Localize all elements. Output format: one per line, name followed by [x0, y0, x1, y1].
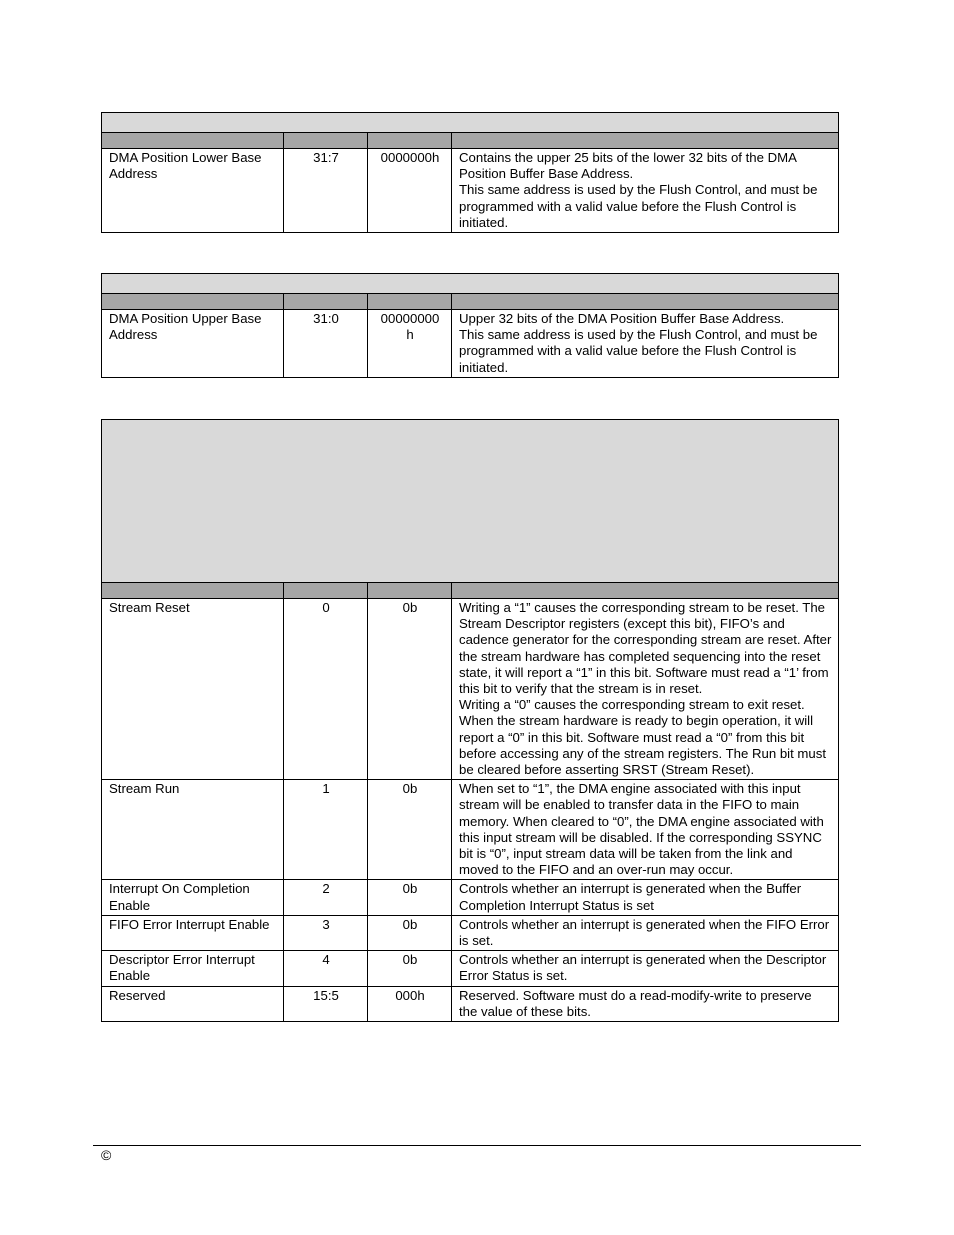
description-cell	[452, 986, 839, 1021]
description-paragraph: Controls whether an interrupt is generated when the FIFO Error is set.	[459, 916, 830, 949]
bits-cell: 1	[284, 780, 368, 880]
field-name-cell: DMA Position Lower Base Address	[102, 149, 284, 233]
description-cell	[452, 310, 839, 378]
footer-rule	[93, 1145, 861, 1146]
description-cell	[452, 149, 839, 233]
description-paragraph: Writing a “0” causes the corresponding stream to exit reset. When the stream hardware is ready to begin operation, it will report a “0” in this bit. Software must read a “0” from this bit before accessing any of the stream registers. The Run bit must be cleared before asserting SRST (Stream Reset).	[459, 697, 826, 778]
default-cell: 000h	[368, 986, 452, 1021]
field-name-cell: Stream Reset	[102, 599, 284, 780]
register-table-dma-position-upper	[101, 273, 839, 378]
default-cell: 0b	[368, 915, 452, 950]
table-row	[102, 986, 839, 1021]
bits-cell: 31:0	[284, 310, 368, 378]
field-name-cell: Descriptor Error Interrupt Enable	[102, 951, 284, 986]
description-cell	[452, 880, 839, 915]
table-row	[102, 599, 839, 780]
description-paragraph: Upper 32 bits of the DMA Position Buffer Base Address.	[459, 311, 785, 326]
table-row	[102, 149, 839, 233]
description-paragraph: Controls whether an interrupt is generated when the Descriptor Error Status is set.	[459, 952, 827, 984]
description-paragraph: Controls whether an interrupt is generated when the Buffer Completion Interrupt Status is set	[459, 881, 802, 913]
table-row	[102, 780, 839, 880]
default-cell: 0b	[368, 951, 452, 986]
bits-cell: 15:5	[284, 986, 368, 1021]
description-paragraph: This same address is used by the Flush Control, and must be programmed with a valid value before the Flush Control is initiated.	[459, 327, 818, 375]
field-name-cell: Stream Run	[102, 780, 284, 880]
bits-cell: 4	[284, 951, 368, 986]
copyright-symbol: ©	[101, 1147, 112, 1163]
table-row	[102, 880, 839, 915]
default-cell: 0b	[368, 599, 452, 780]
description-paragraph: When set to “1”, the DMA engine associated with this input stream will be enabled to transfer data in the FIFO to main memory. When cleared to “0”, the DMA engine associated with this input stream will be disabled. If the corresponding SSYNC bit is “0”, input stream data will be taken from the link and moved to the FIFO and an over-run may occur.	[459, 781, 824, 878]
table-title-band	[102, 113, 839, 133]
table-row	[102, 310, 839, 378]
table-title-band	[102, 420, 839, 583]
table-header-row	[102, 133, 839, 149]
default-cell: 0000000h	[368, 149, 452, 233]
table-header-row	[102, 583, 839, 599]
default-cell: 0b	[368, 880, 452, 915]
field-name-cell: DMA Position Upper Base Address	[102, 310, 284, 378]
bits-cell: 2	[284, 880, 368, 915]
register-table-dma-position-lower	[101, 112, 839, 233]
table-row	[102, 951, 839, 986]
description-paragraph: Writing a “1” causes the corresponding stream to be reset. The Stream Descriptor registers (except this bit), FIFO’s and cadence generator for the corresponding stream are reset. After the stream hardware has completed sequencing into the reset state, it will report a “1” in this bit. Software must read a “1’ from this bit to verify that the stream is in reset.	[459, 600, 832, 697]
bits-cell: 3	[284, 915, 368, 950]
field-name-cell: Interrupt On Completion Enable	[102, 880, 284, 915]
description-cell	[452, 915, 839, 950]
description-cell	[452, 951, 839, 986]
description-cell	[452, 780, 839, 880]
description-cell	[452, 599, 839, 780]
field-name-cell: FIFO Error Interrupt Enable	[102, 915, 284, 950]
bits-cell: 31:7	[284, 149, 368, 233]
bits-cell: 0	[284, 599, 368, 780]
field-name-cell: Reserved	[102, 986, 284, 1021]
table-header-row	[102, 294, 839, 310]
table-row	[102, 915, 839, 950]
register-table-stream-control	[101, 419, 839, 1022]
default-cell: 00000000 h	[368, 310, 452, 378]
default-cell: 0b	[368, 780, 452, 880]
description-paragraph: This same address is used by the Flush Control, and must be programmed with a valid value before the Flush Control is initiated.	[459, 182, 818, 230]
table-title-band	[102, 274, 839, 294]
description-paragraph: Reserved. Software must do a read-modify-write to preserve the value of these bits.	[459, 987, 812, 1019]
description-paragraph: Contains the upper 25 bits of the lower 32 bits of the DMA Position Buffer Base Address.	[459, 150, 797, 182]
